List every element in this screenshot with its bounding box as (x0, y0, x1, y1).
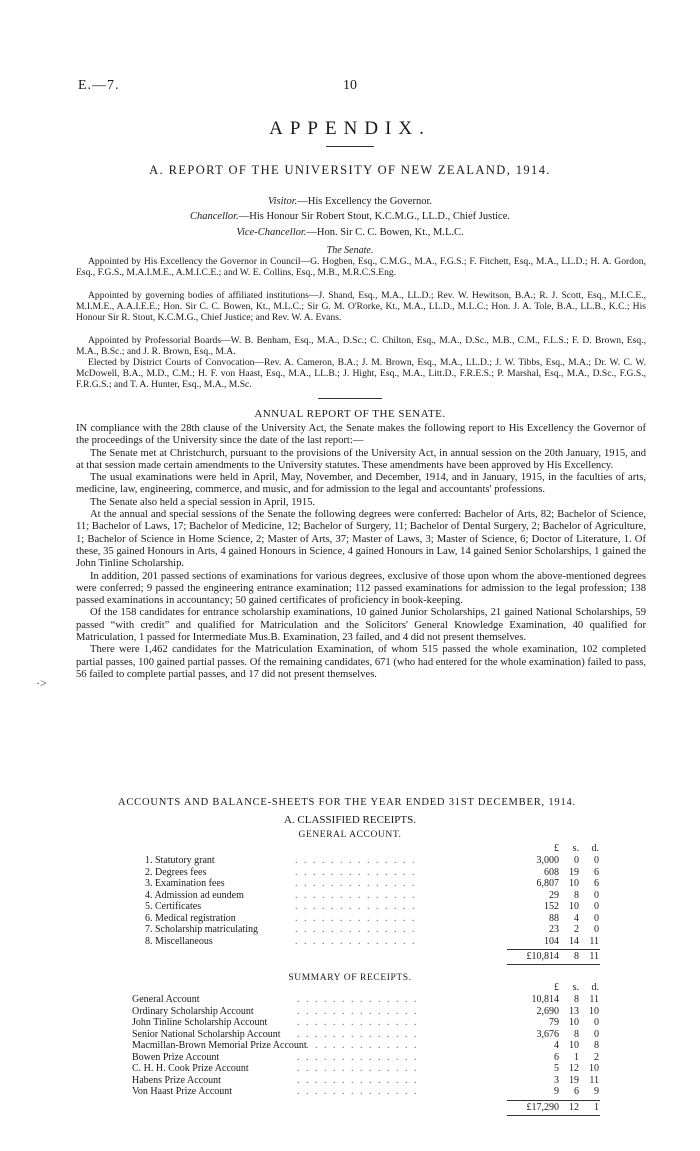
summary-label: General Account (132, 994, 200, 1005)
summary-label: Macmillan-Brown Memorial Prize Account (132, 1040, 307, 1051)
summary-row (132, 1029, 600, 1041)
summary-shillings: 8 (574, 1028, 579, 1040)
general-account-label: 2. Degrees fees (145, 866, 207, 878)
report-paragraph-intro: IN compliance with the 28th clause of the University Act, the Senate makes the following report to His Excellency the Governor of the proceedings of the University since the date of the last report:— (76, 423, 646, 447)
report-paragraph-examinations: The usual examinations were held in April, May, November, and December, 1914, and in January, 1915, in the faculties of arts, medicine, law, engineering, commerce, and music, and for admission to the legal and accountants' professions. (76, 472, 646, 496)
general-account-row (145, 855, 600, 867)
summary-total-pounds: £17,290 (526, 1101, 559, 1113)
leader-dots: . . . . . . . . . . . . . . (297, 1028, 419, 1040)
general-account-label: 6. Medical registration (145, 912, 236, 924)
leader-dots: . . . . . . . . . . . . . . (297, 1040, 419, 1051)
general-account-label: 8. Miscellaneous (145, 935, 213, 947)
general-account-shillings: 4 (574, 912, 579, 924)
general-account-pounds: 88 (549, 912, 559, 924)
visitor-label: Visitor. (268, 196, 298, 207)
visitor-line (0, 196, 700, 207)
document-code: E.—7. (78, 78, 120, 93)
summary-row (132, 1006, 600, 1018)
leader-dots: . . . . . . . . . . . . . . (295, 924, 417, 935)
general-account-pence: 0 (594, 924, 599, 935)
general-account-pounds: 608 (544, 866, 559, 878)
senate-heading: The Senate. (326, 245, 374, 256)
summary-label: John Tinline Scholarship Account (132, 1017, 268, 1028)
general-total-row (145, 950, 600, 964)
general-account-row (145, 913, 600, 925)
report-paragraph-session: The Senate met at Christchurch, pursuant to the provisions of the University Act, in annual session on the 20th January, 1915, and at that session made certain amendments to the University statutes. These amendments have been approved by His Excellency. (76, 447, 646, 471)
general-account-pounds: 29 (549, 889, 559, 901)
annual-report-body (76, 423, 646, 681)
general-account-pence: 0 (594, 912, 599, 924)
vice-chancellor-name: —Hon. Sir C. C. Bowen, Kt., M.L.C. (306, 227, 464, 238)
summary-pounds: 3 (554, 1074, 559, 1086)
general-total-pounds: £10,814 (526, 951, 559, 962)
leader-dots: . . . . . . . . . . . . . . (297, 1051, 419, 1063)
summary-pence: 8 (594, 1040, 599, 1051)
general-account-pounds: 6,807 (536, 878, 559, 889)
general-account-pence: 0 (594, 901, 599, 912)
chancellor-line (0, 211, 700, 222)
summary-row (132, 1040, 600, 1052)
summary-shillings: 1 (574, 1051, 579, 1063)
summary-pence: 10 (589, 1063, 599, 1074)
summary-pounds-header: £ (554, 982, 559, 993)
report-paragraph-degrees: At the annual and special sessions of the Senate the following degrees were conferred: Bachelor of Arts, 82; Bachelor of Science, 11; Bachelor of Laws, 17; Bachelor of Medicine, 12; Bachelor of Surgery, 11; Bachelor of Dental Surgery, 2; Bachelor of Agriculture, 1; Bachelor of Science in Home Science, 2; Master of Arts, 37; Master of Laws, 3; Master of Science, 6; Doctor of Literature, 1. Of these, 35 gained Honours in Arts, 4 gained Honours in Science, 4 gained Honours in Law, 14 gained Senior Scholarships, 1 gained the John Tinline Scholarship. (76, 509, 646, 570)
summary-label: Habens Prize Account (132, 1074, 221, 1086)
summary-row (132, 1063, 600, 1075)
report-paragraph-matriculation: There were 1,462 candidates for the Matriculation Examination, of whom 515 passed the whole examination, 102 completed partial passes, 100 gained partial passes. Of the remaining candidates, 671 (who had entered for the whole examination) failed to pass, 56 failed to complete partial passes, and 17 did not present themselves. (76, 644, 646, 680)
title-rule (326, 146, 374, 147)
summary-total-row (132, 1101, 600, 1115)
general-account-label: 7. Scholarship matriculating (145, 924, 259, 935)
report-title: A. REPORT OF THE UNIVERSITY OF NEW ZEALAND, 1914. (149, 163, 551, 177)
currency-header (145, 843, 600, 855)
section-rule (318, 398, 382, 399)
page-number: 10 (343, 78, 357, 93)
leader-dots: . . . . . . . . . . . . . . (295, 855, 417, 866)
vice-chancellor-label: Vice-Chancellor. (236, 227, 307, 238)
summary-table (132, 982, 600, 1116)
summary-pounds: 4 (554, 1040, 559, 1051)
general-account-row (145, 890, 600, 902)
general-account-label: 3. Examination fees (145, 878, 225, 889)
summary-pence-header: d. (591, 982, 599, 993)
summary-pounds: 6 (554, 1051, 559, 1063)
shillings-header: s. (572, 843, 579, 854)
general-account-row (145, 867, 600, 879)
general-account-row (145, 878, 600, 890)
pounds-header: £ (554, 843, 559, 854)
summary-pounds: 5 (554, 1063, 559, 1074)
general-account-pence: 11 (589, 935, 599, 947)
summary-pence: 0 (594, 1028, 599, 1040)
report-paragraph-sections: In addition, 201 passed sections of examinations for various degrees, exclusive of those upon whom the above-mentioned degrees were conferred; 9 passed the engineering entrance examination; 112 passed examinations for admission to the legal profession; 138 passed examinations in accountancy; 50 gained certificates of proficiency in book-keeping. (76, 570, 646, 607)
summary-pence: 0 (594, 1017, 599, 1028)
general-account-pence: 0 (594, 855, 599, 866)
summary-shillings-header: s. (572, 982, 579, 993)
summary-pounds: 79 (549, 1017, 559, 1028)
general-account-heading: GENERAL ACCOUNT. (298, 830, 402, 840)
leader-dots: . . . . . . . . . . . . . . (295, 889, 417, 901)
general-account-label: 1. Statutory grant (145, 855, 215, 866)
leader-dots: . . . . . . . . . . . . . . (295, 878, 417, 889)
summary-shillings: 10 (569, 1040, 579, 1051)
summary-row (132, 994, 600, 1006)
leader-dots: . . . . . . . . . . . . . . (297, 1086, 419, 1097)
senate-appointed-institutions: Appointed by governing bodies of affiliated institutions—J. Shand, Esq., M.A., LL.D.; Rev. W. Hewitson, B.A.; R. J. Scott, Esq., M.I.C.E., M.I.M.E., A.A.I.E.E.; Hon. Sir C. C. Bowen, Kt., M.L.C.; Sir G. M. O'Rorke, Kt., M.A., LL.D., M.L.C.; Hon. J. A. Tole, B.A., LL.B., K.C.; His Honour Sir R. Stout, K.C.M.G., Chief Justice; and Rev. W. A. Evans. (76, 290, 646, 324)
leader-dots: . . . . . . . . . . . . . . (297, 1005, 419, 1017)
summary-shillings: 10 (569, 1017, 579, 1028)
vice-chancellor-line (0, 227, 700, 238)
margin-mark: ·> (36, 676, 47, 690)
general-account-pounds: 3,000 (536, 855, 559, 866)
general-account-row (145, 924, 600, 936)
accounts-heading: ACCOUNTS AND BALANCE-SHEETS FOR THE YEAR ENDED 31ST DECEMBER, 1914. (118, 797, 576, 808)
senate-appointed-boards: Appointed by Professorial Boards—W. B. Benham, Esq., M.A., D.Sc.; C. Chilton, Esq., M.A., D.Sc., M.B., C.M., F.L.S.; F. D. Brown, Esq., M.A., B.Sc.; and J. R. Brown, Esq., M.A. (76, 335, 646, 358)
general-account-label: 5. Certificates (145, 901, 202, 912)
summary-rows (132, 994, 600, 1098)
annual-report-heading: ANNUAL REPORT OF THE SENATE. (254, 408, 446, 420)
general-account-shillings: 2 (574, 924, 579, 935)
summary-shillings: 19 (569, 1074, 579, 1086)
general-account-pounds: 23 (549, 924, 559, 935)
leader-dots: . . . . . . . . . . . . . . (297, 1074, 419, 1086)
leader-dots: . . . . . . . . . . . . . . (297, 1063, 419, 1074)
general-account-row (145, 936, 600, 948)
general-account-pounds: 152 (544, 901, 559, 912)
summary-row (132, 1075, 600, 1087)
general-account-shillings: 8 (574, 889, 579, 901)
chancellor-label: Chancellor. (190, 211, 239, 222)
summary-row (132, 1086, 600, 1098)
summary-label: Von Haast Prize Account (132, 1086, 233, 1097)
summary-shillings: 8 (574, 994, 579, 1005)
general-account-shillings: 19 (569, 866, 579, 878)
summary-pence: 11 (589, 1074, 599, 1086)
chancellor-name: —His Honour Sir Robert Stout, K.C.M.G., LL.D., Chief Justice. (238, 211, 510, 222)
appendix-title: APPENDIX. (269, 118, 431, 139)
summary-total-shillings: 12 (569, 1101, 579, 1113)
senate-elected-convocation: Elected by District Courts of Convocation—Rev. A. Cameron, B.A.; J. M. Brown, Esq., M.A., LL.D.; J. W. Tibbs, Esq., M.A.; Dr. W. C. W. McDowell, B.A., M.D., C.M.; H. F. von Haast, Esq., M.A., LL.B.; J. Hight, Esq., M.A., Litt.D., F.R.E.S.; P. Marshal, Esq., M.A., D.Sc., F.G.S., F.R.G.S.; and T. A. Hunter, Esq., M.A., M.Sc. (76, 357, 646, 391)
summary-receipts-heading: SUMMARY OF RECEIPTS. (288, 973, 412, 983)
report-paragraph-scholarships: Of the 158 candidates for entrance scholarship examinations, 10 gained Junior Scholarships, 21 gained National Scholarships, 59 passed “with credit” and qualified for Matriculation and the Solicitors' General Knowledge Examination, 40 qualified for Matriculation, 1 passed for Intermediate Mus.B. Examination, 23 failed, and 4 did not present themselves. (76, 607, 646, 644)
leader-dots: . . . . . . . . . . . . . . (297, 1017, 419, 1028)
summary-pence: 10 (589, 1005, 599, 1017)
general-account-rows (145, 855, 600, 947)
summary-shillings: 13 (569, 1005, 579, 1017)
leader-dots: . . . . . . . . . . . . . . (295, 935, 417, 947)
summary-row (132, 1052, 600, 1064)
summary-label: Ordinary Scholarship Account (132, 1005, 254, 1017)
general-account-label: 4. Admission ad eundem (145, 889, 244, 901)
general-account-pence: 0 (594, 889, 599, 901)
pence-header: d. (591, 843, 599, 854)
summary-shillings: 6 (574, 1086, 579, 1097)
summary-row (132, 1017, 600, 1029)
summary-pence: 9 (594, 1086, 599, 1097)
general-account-pounds: 104 (544, 935, 559, 947)
leader-dots: . . . . . . . . . . . . . . (295, 901, 417, 912)
general-total-pence: 11 (589, 951, 599, 962)
general-total-underline (507, 964, 600, 965)
classified-receipts-heading: A. CLASSIFIED RECEIPTS. (283, 814, 417, 826)
general-account-shillings: 0 (574, 855, 579, 866)
summary-shillings: 12 (569, 1063, 579, 1074)
leader-dots: . . . . . . . . . . . . . . (295, 866, 417, 878)
summary-label: C. H. H. Cook Prize Account (132, 1063, 249, 1074)
page-header (78, 78, 640, 98)
summary-pence: 11 (589, 994, 599, 1005)
general-account-pence: 6 (594, 866, 599, 878)
summary-pounds: 10,814 (531, 994, 559, 1005)
general-account-table (145, 843, 600, 965)
report-paragraph-special-session: The Senate also held a special session in April, 1915. (90, 496, 316, 508)
summary-currency-header (132, 982, 600, 994)
general-account-pence: 6 (594, 878, 599, 889)
summary-total-pence: 1 (594, 1101, 599, 1113)
leader-dots: . . . . . . . . . . . . . . (295, 912, 417, 924)
general-account-shillings: 10 (569, 878, 579, 889)
leader-dots: . . . . . . . . . . . . . . (297, 994, 419, 1005)
summary-label: Bowen Prize Account (132, 1051, 220, 1063)
summary-total-underline (507, 1115, 600, 1116)
general-total-shillings: 8 (574, 951, 579, 962)
summary-pounds: 2,690 (536, 1005, 559, 1017)
summary-pounds: 3,676 (536, 1028, 559, 1040)
senate-appointed-governor: Appointed by His Excellency the Governor in Council—G. Hogben, Esq., C.M.G., M.A., F.G.S.; F. Fitchett, Esq., M.A., LL.D.; H. A. Gordon, Esq., F.G.S., M.A.I.M.E., A.M.I.C.E.; and W. E. Collins, Esq., M.B., M.R.C.S.Eng. (76, 256, 646, 279)
summary-pounds: 9 (554, 1086, 559, 1097)
visitor-name: —His Excellency the Governor. (297, 196, 432, 207)
summary-label: Senior National Scholarship Account (132, 1028, 281, 1040)
summary-pence: 2 (594, 1051, 599, 1063)
general-account-row (145, 901, 600, 913)
general-account-shillings: 14 (569, 935, 579, 947)
general-account-shillings: 10 (569, 901, 579, 912)
